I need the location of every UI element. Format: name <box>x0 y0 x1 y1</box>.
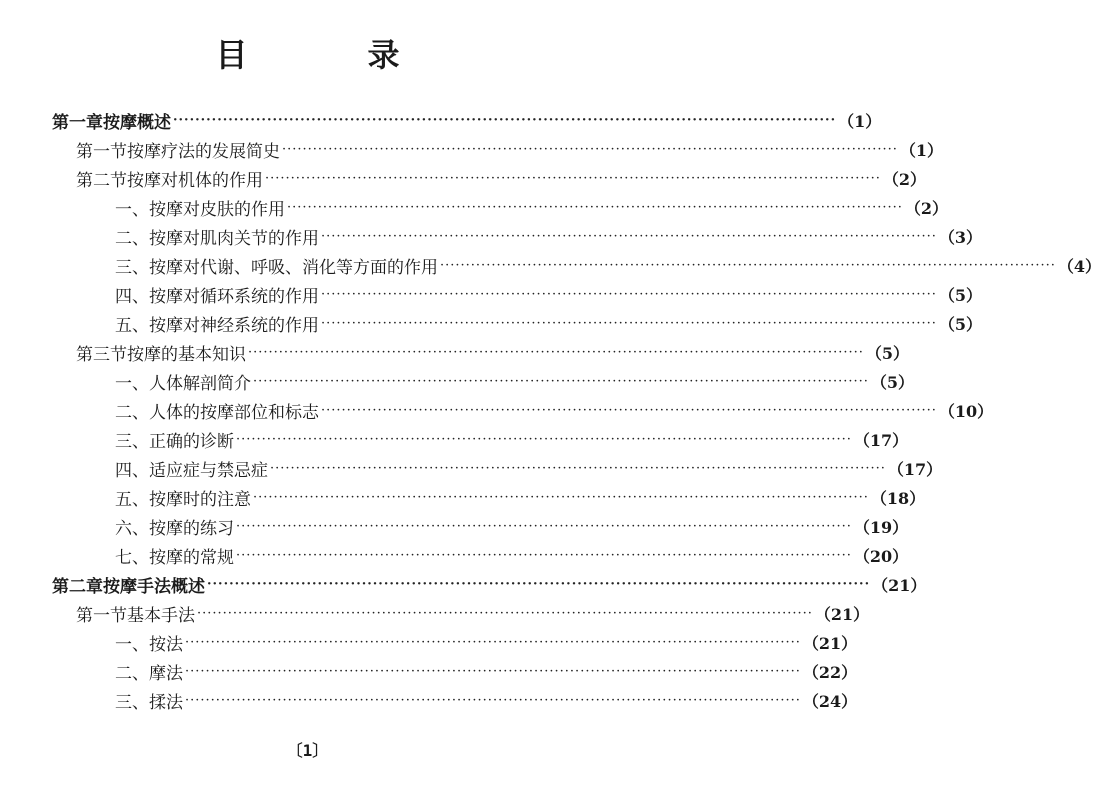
toc-leader-dots: ························································································································ <box>253 374 869 389</box>
toc-leader-dots: ························································································································ <box>185 635 801 650</box>
toc-entry-title: 揉法 <box>149 693 183 713</box>
toc-entry-page: （5） <box>865 344 910 363</box>
toc-leader-dots: ························································································································ <box>287 200 903 215</box>
toc-entry-page: （21） <box>872 576 927 595</box>
toc-leader-dots: ························································································································ <box>282 142 898 157</box>
toc-entry-page: （24） <box>802 692 858 711</box>
toc-entry-page: （4） <box>1057 257 1101 276</box>
toc-entry-chapter[interactable] <box>52 106 882 135</box>
toc-entry-number: 四、 <box>115 461 149 481</box>
toc-entry-section[interactable] <box>76 599 870 628</box>
toc-entry-title: 基本手法 <box>127 606 195 626</box>
toc-entry-title: 按摩对代谢、呼吸、消化等方面的作用 <box>149 258 438 278</box>
toc-entry-title: 按摩疗法的发展简史 <box>127 142 280 162</box>
toc-entry-number: 二、 <box>115 229 149 249</box>
toc-entry-page: （17） <box>887 460 943 479</box>
toc-entry-page: （1） <box>838 112 882 131</box>
toc-entry-page: （17） <box>853 431 909 450</box>
toc-entry-page: （5） <box>870 373 915 392</box>
toc-entry-title: 按摩手法概述 <box>103 577 205 597</box>
toc-leader-dots: ························································································································ <box>173 113 837 128</box>
toc-leader-dots: ························································································································ <box>236 519 852 534</box>
toc-entry-title: 按摩时的注意 <box>149 490 251 510</box>
toc-entry-number: 三、 <box>115 258 149 278</box>
toc-entry-page: （20） <box>853 547 909 566</box>
toc-entry-number: 四、 <box>115 287 149 307</box>
toc-entry-title: 正确的诊断 <box>149 432 234 452</box>
toc-entry-section[interactable] <box>76 135 944 164</box>
toc-entry-page: （21） <box>802 634 858 653</box>
toc-entry-item[interactable] <box>115 483 926 512</box>
toc-entry-title: 按摩对皮肤的作用 <box>149 200 285 220</box>
toc-leader-dots: ························································································································ <box>207 577 871 592</box>
toc-entry-page: （2） <box>882 170 927 189</box>
toc-entry-number: 第二章 <box>52 577 103 597</box>
toc-entry-title: 按摩对肌肉关节的作用 <box>149 229 319 249</box>
toc-entry-title: 摩法 <box>149 664 183 684</box>
toc-leader-dots: ························································································································ <box>321 403 937 418</box>
toc-entry-page: （10） <box>938 402 994 421</box>
toc-entry-item[interactable] <box>115 396 994 425</box>
toc-entry-item[interactable] <box>115 251 1101 280</box>
toc-entry-title: 按摩的练习 <box>149 519 234 539</box>
toc-entry-item[interactable] <box>115 454 943 483</box>
toc-entry-item[interactable] <box>115 628 858 657</box>
toc-entry-number: 第一节 <box>76 606 127 626</box>
toc-entry-title: 按摩对神经系统的作用 <box>149 316 319 336</box>
toc-leader-dots: ························································································································ <box>321 316 937 331</box>
toc-leader-dots: ························································································································ <box>236 548 852 563</box>
toc-entry-number: 第一章 <box>52 113 103 133</box>
toc-entry-item[interactable] <box>115 657 858 686</box>
toc-entry-number: 一、 <box>115 635 149 655</box>
toc-entry-number: 六、 <box>115 519 149 539</box>
toc-entry-number: 五、 <box>115 316 149 336</box>
toc-entry-item[interactable] <box>115 367 915 396</box>
toc-entry-number: 三、 <box>115 432 149 452</box>
page-title: 目 录 <box>215 36 444 74</box>
toc-entry-number: 三、 <box>115 693 149 713</box>
toc-entry-item[interactable] <box>115 193 949 222</box>
toc-entry-title: 人体解剖简介 <box>149 374 251 394</box>
toc-entry-page: （2） <box>904 199 949 218</box>
toc-entry-number: 第二节 <box>76 171 127 191</box>
page-number: 〔1〕 <box>286 741 329 760</box>
toc-entry-number: 一、 <box>115 374 149 394</box>
toc-leader-dots: ························································································································ <box>270 461 886 476</box>
toc-leader-dots: ························································································································ <box>248 345 864 360</box>
toc-entry-page: （1） <box>899 141 944 160</box>
toc-entry-number: 二、 <box>115 664 149 684</box>
toc-entry-number: 第三节 <box>76 345 127 365</box>
toc-entry-number: 五、 <box>115 490 149 510</box>
toc-entry-page: （21） <box>814 605 870 624</box>
toc-entry-title: 按摩对循环系统的作用 <box>149 287 319 307</box>
toc-entry-title: 人体的按摩部位和标志 <box>149 403 319 423</box>
toc-leader-dots: ························································································································ <box>265 171 881 186</box>
toc-entry-page: （18） <box>870 489 926 508</box>
toc-leader-dots: ························································································································ <box>185 664 801 679</box>
toc-leader-dots: ························································································································ <box>236 432 852 447</box>
toc-leader-dots: ························································································································ <box>253 490 869 505</box>
toc-leader-dots: ························································································································ <box>440 258 1056 273</box>
toc-entry-page: （3） <box>938 228 983 247</box>
toc-entry-item[interactable] <box>115 425 909 454</box>
toc-entry-page: （5） <box>938 315 983 334</box>
toc-entry-page: （19） <box>853 518 909 537</box>
toc-entry-section[interactable] <box>76 338 910 367</box>
toc-entry-page: （22） <box>802 663 858 682</box>
toc-entry-item[interactable] <box>115 222 983 251</box>
toc-entry-title: 按摩的基本知识 <box>127 345 246 365</box>
toc-entry-title: 按法 <box>149 635 183 655</box>
toc-entry-number: 第一节 <box>76 142 127 162</box>
toc-entry-number: 二、 <box>115 403 149 423</box>
toc-leader-dots: ························································································································ <box>321 287 937 302</box>
toc-leader-dots: ························································································································ <box>185 693 801 708</box>
toc-entry-title: 按摩的常规 <box>149 548 234 568</box>
toc-entry-item[interactable] <box>115 309 983 338</box>
toc-entry-item[interactable] <box>115 686 858 715</box>
toc-entry-number: 一、 <box>115 200 149 220</box>
toc-leader-dots: ························································································································ <box>321 229 937 244</box>
toc-entry-item[interactable] <box>115 512 909 541</box>
toc-leader-dots: ························································································································ <box>197 606 813 621</box>
toc-entry-title: 适应症与禁忌症 <box>149 461 268 481</box>
toc-entry-title: 按摩对机体的作用 <box>127 171 263 191</box>
toc-entry-chapter[interactable] <box>52 570 927 599</box>
toc-entry-item[interactable] <box>115 541 909 570</box>
toc-entry-section[interactable] <box>76 164 927 193</box>
toc-entry-item[interactable] <box>115 280 983 309</box>
toc-entry-number: 七、 <box>115 548 149 568</box>
toc-entry-title: 按摩概述 <box>103 113 171 133</box>
toc-entry-page: （5） <box>938 286 983 305</box>
